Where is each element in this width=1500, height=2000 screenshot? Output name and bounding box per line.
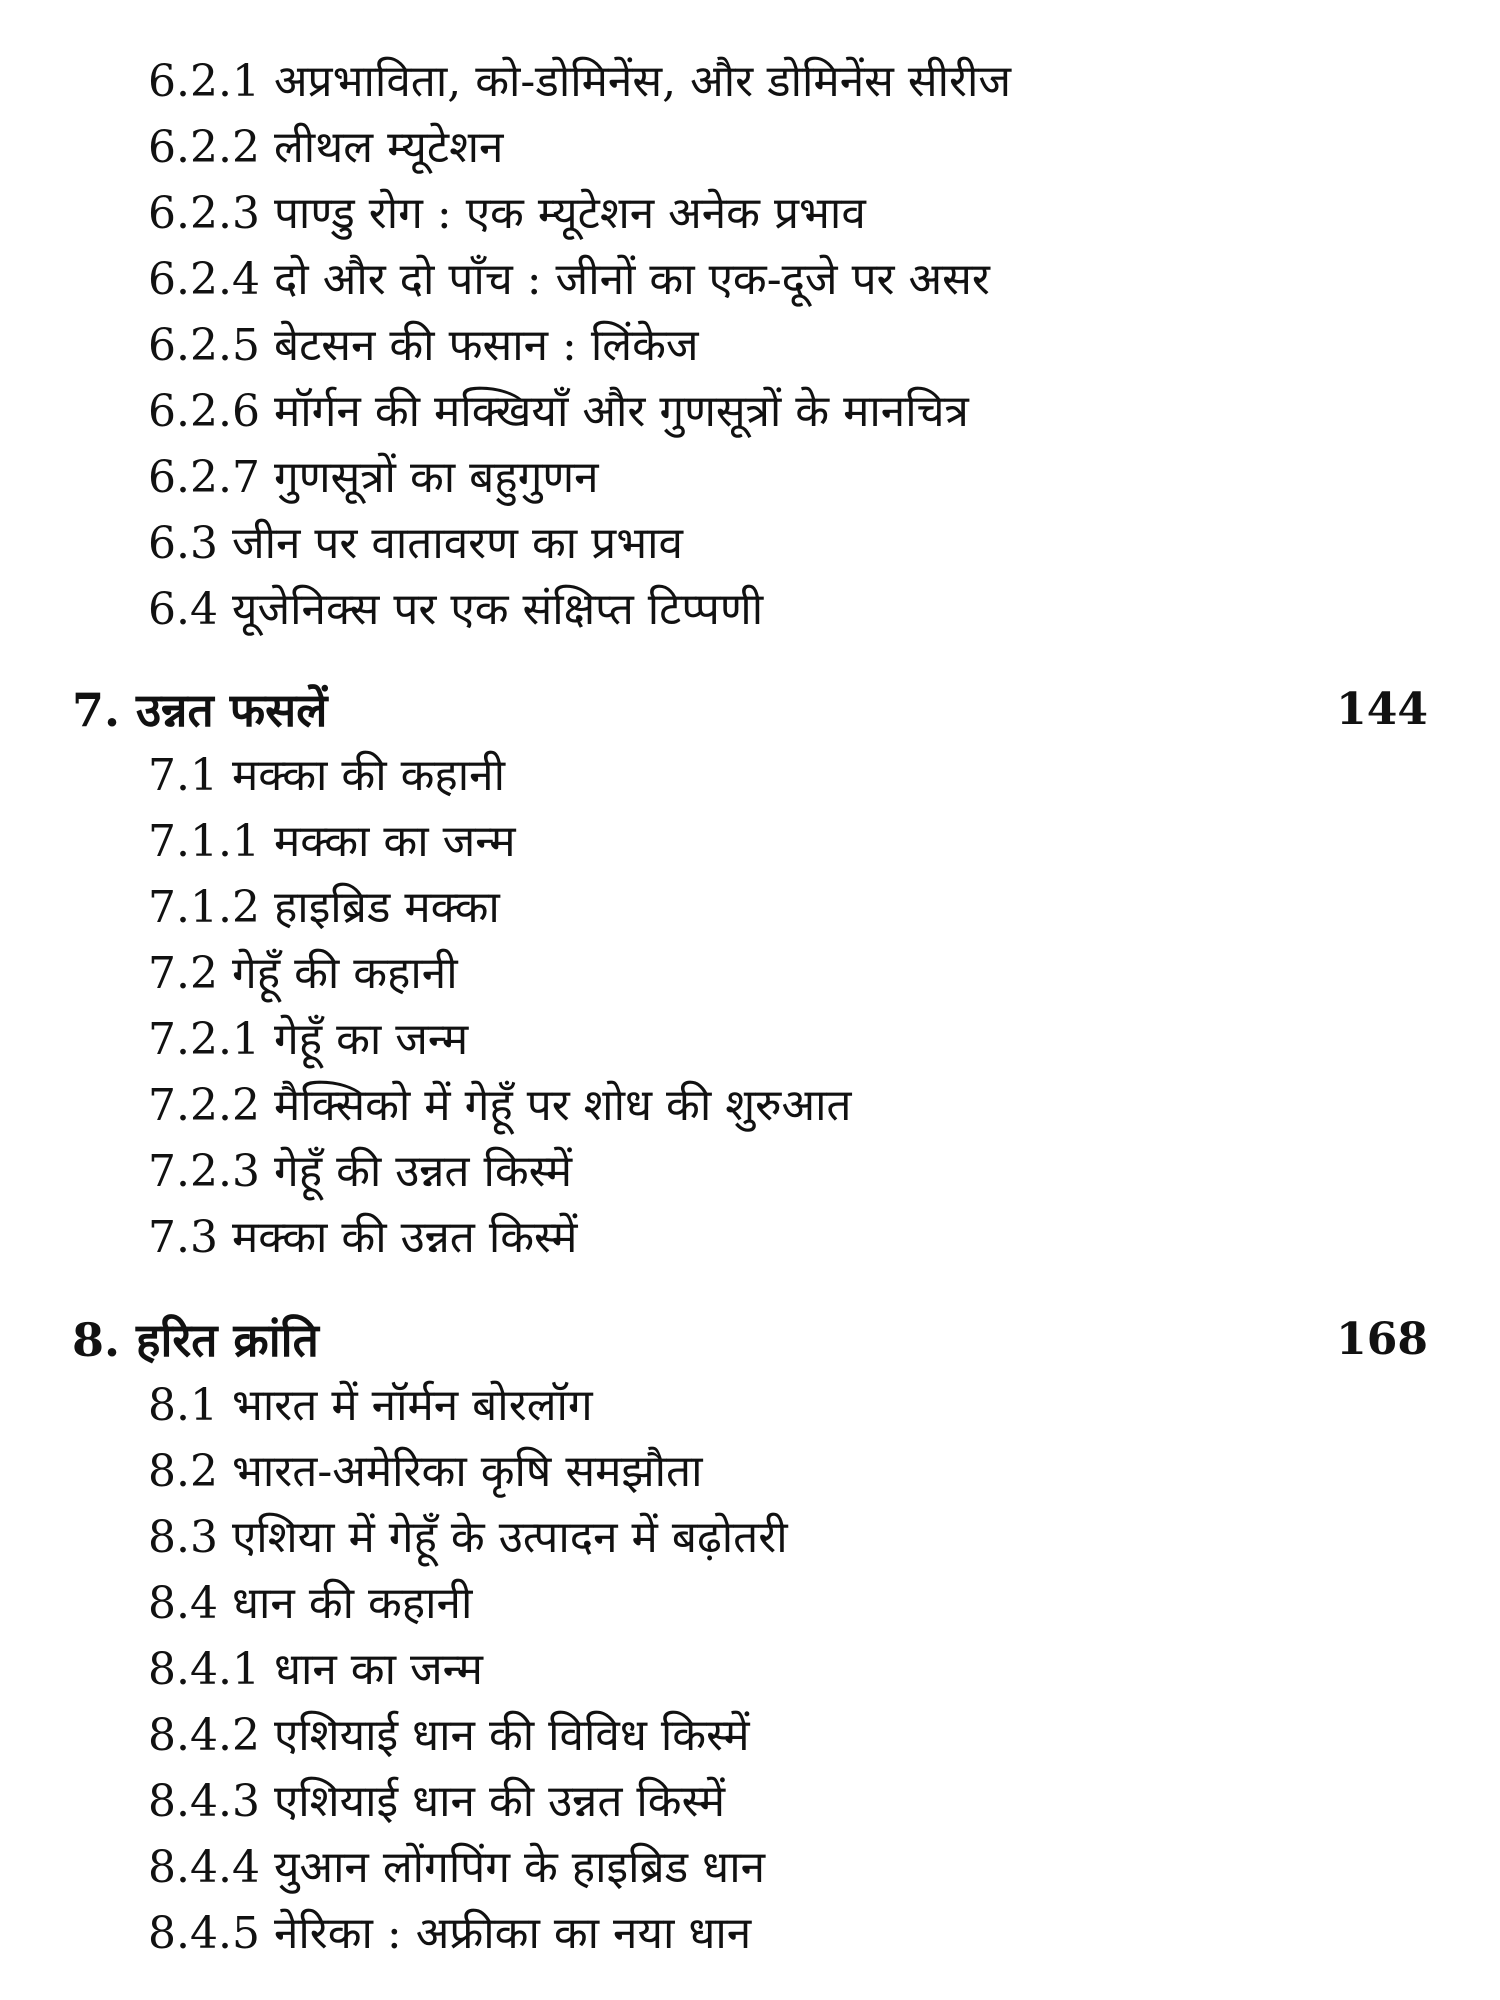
toc-entry-7-2: 7.2 गेहूँ की कहानी [148,948,458,999]
toc-entry-8-4-1: 8.4.1 धान का जन्म [148,1644,483,1695]
chapter-8-title: 8. हरित क्रांति [72,1313,319,1367]
toc-entry-6-4: 6.4 यूजेनिक्स पर एक संक्षिप्त टिप्पणी [148,584,764,635]
toc-entry-8-4-3: 8.4.3 एशियाई धान की उन्नत किस्में [148,1776,726,1827]
toc-entry-7-2-1: 7.2.1 गेहूँ का जन्म [148,1014,469,1065]
toc-entry-6-2-4: 6.2.4 दो और दो पाँच : जीनों का एक-दूजे पर असर [148,254,990,305]
toc-entry-7-3: 7.3 मक्का की उन्नत किस्में [148,1212,578,1263]
toc-entry-6-2-5: 6.2.5 बेटसन की फसान : लिंकेज [148,320,699,371]
toc-entry-8-4-2: 8.4.2 एशियाई धान की विविध किस्में [148,1710,750,1761]
toc-entry-8-2: 8.2 भारत-अमेरिका कृषि समझौता [148,1446,703,1497]
toc-entry-8-4: 8.4 धान की कहानी [148,1578,473,1629]
chapter-8-page-number: 168 [1336,1314,1428,1365]
toc-entry-8-4-5: 8.4.5 नेरिका : अफ्रीका का नया धान [148,1908,752,1959]
toc-entry-7-2-2: 7.2.2 मैक्सिको में गेहूँ पर शोध की शुरुआत [148,1080,852,1131]
toc-entry-6-2-1: 6.2.1 अप्रभाविता, को-डोमिनेंस, और डोमिनेंस सीरीज [148,56,1012,107]
toc-entry-7-1: 7.1 मक्का की कहानी [148,750,505,801]
toc-entry-6-2-6: 6.2.6 मॉर्गन की मक्खियाँ और गुणसूत्रों के मानचित्र [148,386,969,437]
toc-entry-6-2-2: 6.2.2 लीथल म्यूटेशन [148,122,504,173]
toc-entry-6-3: 6.3 जीन पर वातावरण का प्रभाव [148,518,683,569]
toc-entry-7-2-3: 7.2.3 गेहूँ की उन्नत किस्में [148,1146,573,1197]
toc-entry-6-2-3: 6.2.3 पाण्डु रोग : एक म्यूटेशन अनेक प्रभाव [148,188,866,239]
chapter-7-page-number: 144 [1336,684,1428,735]
toc-entry-8-3: 8.3 एशिया में गेहूँ के उत्पादन में बढ़ोतरी [148,1512,788,1563]
toc-entry-6-2-7: 6.2.7 गुणसूत्रों का बहुगुणन [148,452,599,503]
toc-entry-8-1: 8.1 भारत में नॉर्मन बोरलॉग [148,1380,593,1431]
toc-entry-7-1-2: 7.1.2 हाइब्रिड मक्का [148,882,500,933]
toc-entry-7-1-1: 7.1.1 मक्का का जन्म [148,816,516,867]
chapter-7-title: 7. उन्नत फसलें [72,683,328,737]
toc-entry-8-4-4: 8.4.4 युआन लोंगपिंग के हाइब्रिड धान [148,1842,766,1893]
